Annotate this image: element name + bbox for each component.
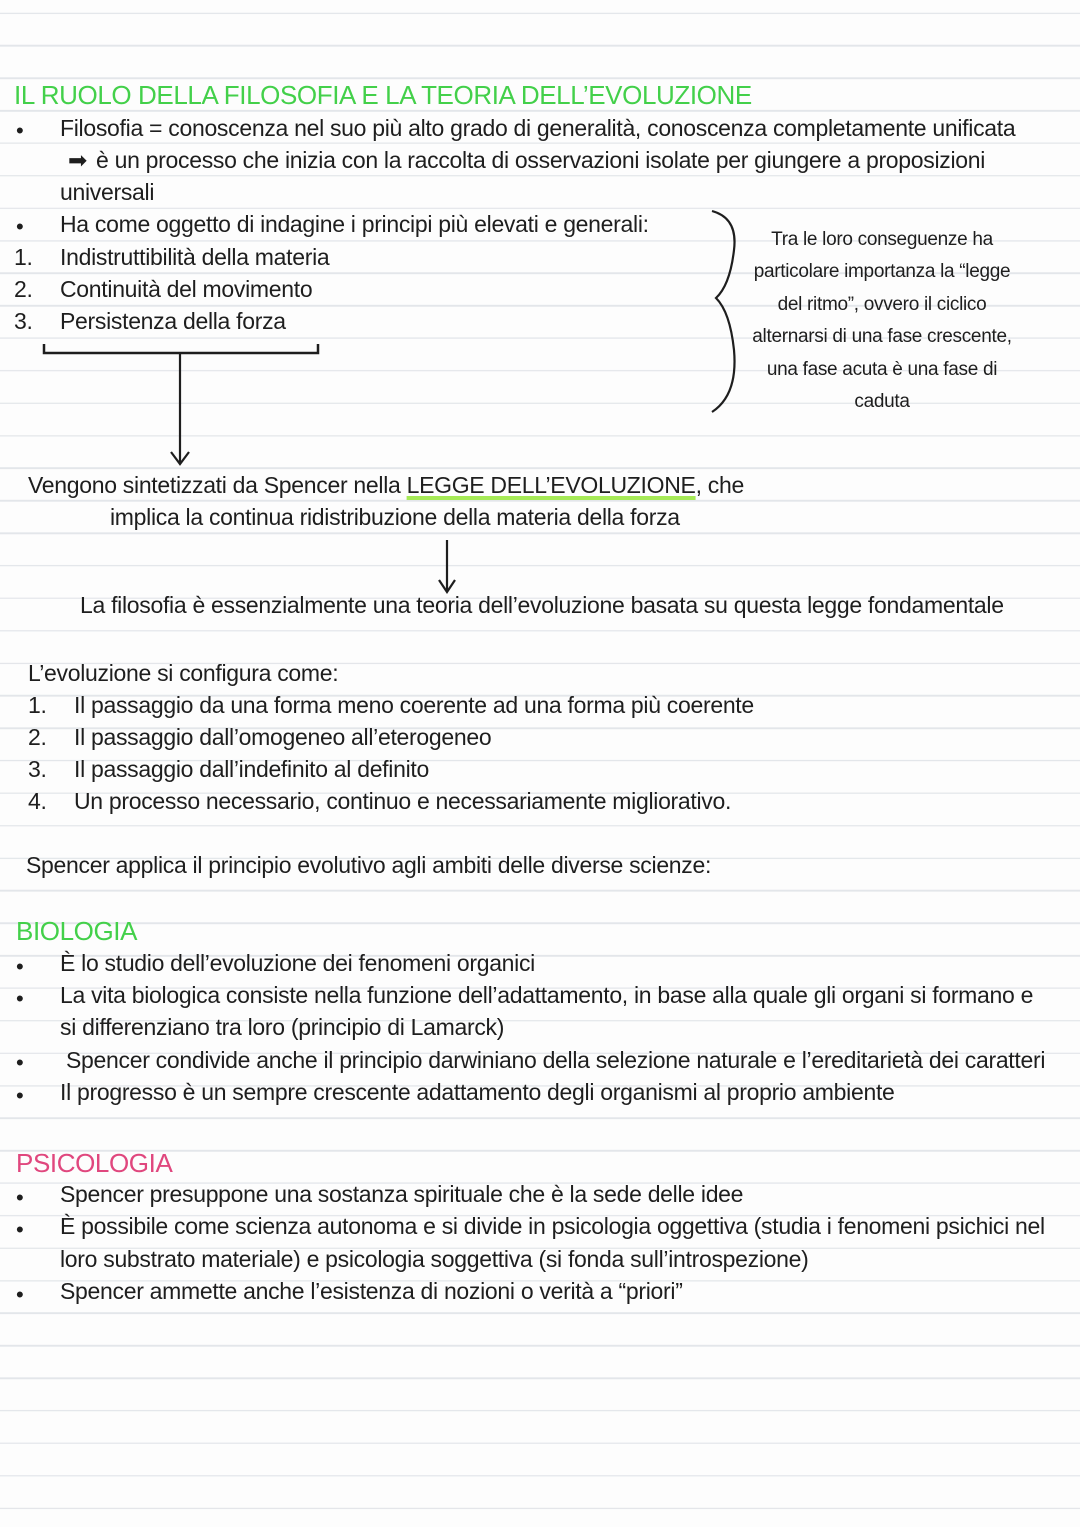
page-title: IL RUOLO DELLA FILOSOFIA E LA TEORIA DELL’EVOLUZIONE: [14, 80, 752, 110]
psicologia-bullet: Spencer ammette anche l’esistenza di nozioni o verità a “priori”: [60, 1278, 683, 1304]
evoluzione-number: 4.: [28, 788, 47, 814]
principle-item: Continuità del movimento: [60, 276, 313, 302]
bullet-icon: •: [16, 954, 24, 979]
evoluzione-heading: L’evoluzione si configura come:: [28, 660, 339, 686]
biologia-bullet: La vita biologica consiste nella funzione dell’adattamento, in base alla quale gli organi si formano e: [60, 982, 1034, 1008]
oggetto-indagine: Ha come oggetto di indagine i principi più elevati e generali:: [60, 211, 649, 237]
psicologia-heading: PSICOLOGIA: [16, 1148, 173, 1178]
bullet-icon: •: [16, 1217, 24, 1242]
bracket-icon: [44, 344, 318, 464]
evoluzione-item: Un processo necessario, continuo e necessariamente migliorativo.: [74, 788, 732, 814]
principle-item: Indistruttibilità della materia: [60, 244, 330, 270]
evoluzione-number: 2.: [28, 724, 47, 750]
spencer-application: Spencer applica il principio evolutivo agli ambiti delle diverse scienze:: [26, 852, 712, 878]
evoluzione-item: Il passaggio dall’indefinito al definito: [74, 756, 429, 782]
curly-brace-icon: [712, 211, 735, 412]
bullet-icon: •: [16, 986, 24, 1011]
legge-evoluzione-highlight: LEGGE DELL’EVOLUZIONE: [406, 472, 696, 498]
side-note: Tra le loro conseguenze ha particolare importanza la “legge del ritmo”, ovvero il ciclico alternarsi di una fase crescente, una fase acuta è una fase di caduta: [752, 229, 1012, 413]
bullet-icon: •: [16, 118, 24, 143]
psicologia-bullet: È possibile come scienza autonoma e si divide in psicologia oggettiva (studia i fenomeni psichici nel: [60, 1213, 1045, 1239]
principle-number: 1.: [14, 244, 33, 270]
arrow-right-icon: ➡: [68, 147, 87, 173]
psicologia-bullet-cont: loro substrato materiale) e psicologia soggettiva (si fonda sull’introspezione): [60, 1246, 809, 1272]
legge-line-1: Vengono sintetizzati da Spencer nella LEGGE DELL’EVOLUZIONE, che: [28, 472, 744, 498]
evoluzione-number: 1.: [28, 692, 47, 718]
biologia-bullet: Il progresso è un sempre crescente adattamento degli organismi al proprio ambiente: [60, 1079, 895, 1105]
bullet-icon: •: [16, 214, 24, 239]
principle-number: 2.: [14, 276, 33, 302]
principle-item: Persistenza della forza: [60, 308, 286, 334]
arrow-down-icon: [439, 540, 455, 592]
filosofia-process: è un processo che inizia con la raccolta di osservazioni isolate per giungere a proposizioni: [96, 147, 986, 173]
filosofia-definition: Filosofia = conoscenza nel suo più alto grado di generalità, conoscenza completamente unificata: [60, 115, 1016, 141]
psicologia-bullet: Spencer presuppone una sostanza spirituale che è la sede delle idee: [60, 1181, 744, 1207]
bullet-icon: •: [16, 1185, 24, 1210]
biologia-heading: BIOLOGIA: [16, 916, 138, 946]
bullet-icon: •: [16, 1282, 24, 1307]
principle-number: 3.: [14, 308, 33, 334]
filosofia-conclusion: La filosofia è essenzialmente una teoria dell’evoluzione basata su questa legge fondamentale: [80, 592, 1004, 618]
filosofia-process-cont: universali: [60, 179, 155, 205]
evoluzione-number: 3.: [28, 756, 47, 782]
bullet-icon: •: [16, 1050, 24, 1075]
biologia-bullet-cont: si differenziano tra loro (principio di Lamarck): [60, 1014, 505, 1040]
biologia-bullet: È lo studio dell’evoluzione dei fenomeni organici: [60, 950, 535, 976]
biologia-bullet: Spencer condivide anche il principio darwiniano della selezione naturale e l’ereditarietà dei caratteri: [66, 1047, 1046, 1073]
evoluzione-item: Il passaggio da una forma meno coerente ad una forma più coerente: [74, 692, 754, 718]
bullet-icon: •: [16, 1083, 24, 1108]
evoluzione-item: Il passaggio dall’omogeneo all’eterogeneo: [74, 724, 492, 750]
legge-line-2: implica la continua ridistribuzione della materia della forza: [110, 504, 680, 530]
